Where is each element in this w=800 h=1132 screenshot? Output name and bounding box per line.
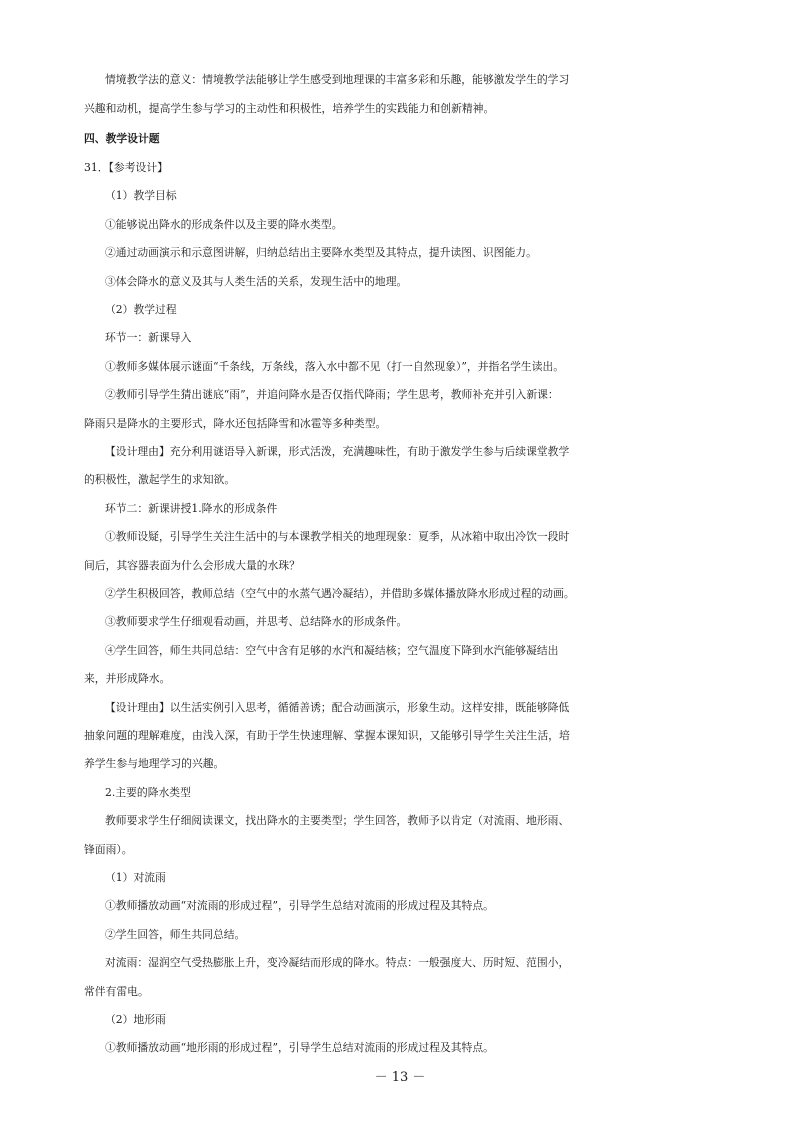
text-line: （1）教学目标 (105, 189, 177, 202)
text-line: 教师要求学生仔细阅读课文，找出降水的主要类型；学生回答，教师予以肯定（对流雨、地形雨、 (105, 814, 570, 827)
text-line: 【设计理由】充分利用谜语导入新课，形式活泼，充满趣味性，有助于激发学生参与后续课堂教学 (105, 445, 570, 458)
text-line: 常伴有雷电。 (84, 985, 149, 998)
text-line: 降雨只是降水的主要形式，降水还包括降雪和冰雹等多种类型。 (84, 417, 387, 430)
text-line: 2.主要的降水类型 (105, 786, 191, 799)
text-line: 抽象问题的理解难度，由浅入深，有助于学生快速理解、掌握本课知识，又能够引导学生关注生活，培 (84, 729, 570, 742)
text-line: 兴趣和动机，提高学生参与学习的主动性和积极性，培养学生的实践能力和创新精神。 (84, 102, 495, 115)
text-line: 来，并形成降水。 (84, 672, 171, 685)
text-line: ①能够说出降水的形成条件以及主要的降水类型。 (105, 218, 343, 231)
text-line: ①教师播放动画“地形雨的形成过程”，引导学生总结对流雨的形成过程及其特点。 (105, 1041, 494, 1054)
text-line: ②学生回答，师生共同总结。 (105, 928, 246, 941)
page-number: － 13 － (374, 1070, 426, 1085)
question-number: 31．【参考设计】 (84, 161, 168, 174)
text-line: ②学生积极回答，教师总结（空气中的水蒸气遇冷凝结），并借助多媒体播放降水形成过程的动画。 (105, 587, 575, 600)
text-line: ②教师引导学生猜出谜底“雨”，并追问降水是否仅指代降雨；学生思考，教师补充并引入新课： (105, 388, 559, 401)
text-line: 间后，其容器表面为什么会形成大量的水珠？ (84, 559, 300, 572)
text-line: ②通过动画演示和示意图讲解，归纳总结出主要降水类型及其特点，提升读图、识图能力。 (105, 246, 537, 259)
text-line: ①教师多媒体展示谜面“千条线，万条线，落入水中都不见（打一自然现象）”，并指名学生读出。 (105, 360, 565, 373)
text-line: ①教师播放动画“对流雨的形成过程”，引导学生总结对流雨的形成过程及其特点。 (105, 899, 494, 912)
text-line: 情境教学法的意义：情境教学法能够让学生感受到地理课的丰富多彩和乐趣，能够激发学生的学习 (105, 73, 570, 86)
text-line: ③体会降水的意义及其与人类生活的关系，发现生活中的地理。 (105, 275, 408, 288)
text-line: 的积极性，激起学生的求知欲。 (84, 473, 236, 486)
text-line: ③教师要求学生仔细观看动画，并思考、总结降水的形成条件。 (105, 615, 408, 628)
text-line: ①教师设疑，引导学生关注生活中的与本课教学相关的地理现象：夏季，从冰箱中取出冷饮一段时 (105, 530, 570, 543)
text-line: 环节一：新课导入 (105, 331, 192, 344)
text-line: 环节二：新课讲授1.降水的形成条件 (105, 502, 278, 515)
section-heading: 四、教学设计题 (84, 132, 160, 145)
text-line: ④学生回答，师生共同总结：空气中含有足够的水汽和凝结核；空气温度下降到水汽能够凝结出 (105, 644, 559, 657)
text-line: 养学生参与地理学习的兴趣。 (84, 757, 225, 770)
text-line: 锋面雨）。 (84, 843, 133, 856)
text-line: 【设计理由】以生活实例引入思考，循循善诱；配合动画演示，形象生动。这样安排，既能够降低 (105, 701, 570, 714)
text-line: （1）对流雨 (105, 871, 166, 884)
text-line: （2）教学过程 (105, 303, 177, 316)
text-line: （2）地形雨 (105, 1013, 166, 1026)
text-line: 对流雨：湿润空气受热膨胀上升，变冷凝结而形成的降水。特点：一般强度大、历时短、范围小， (105, 956, 570, 969)
